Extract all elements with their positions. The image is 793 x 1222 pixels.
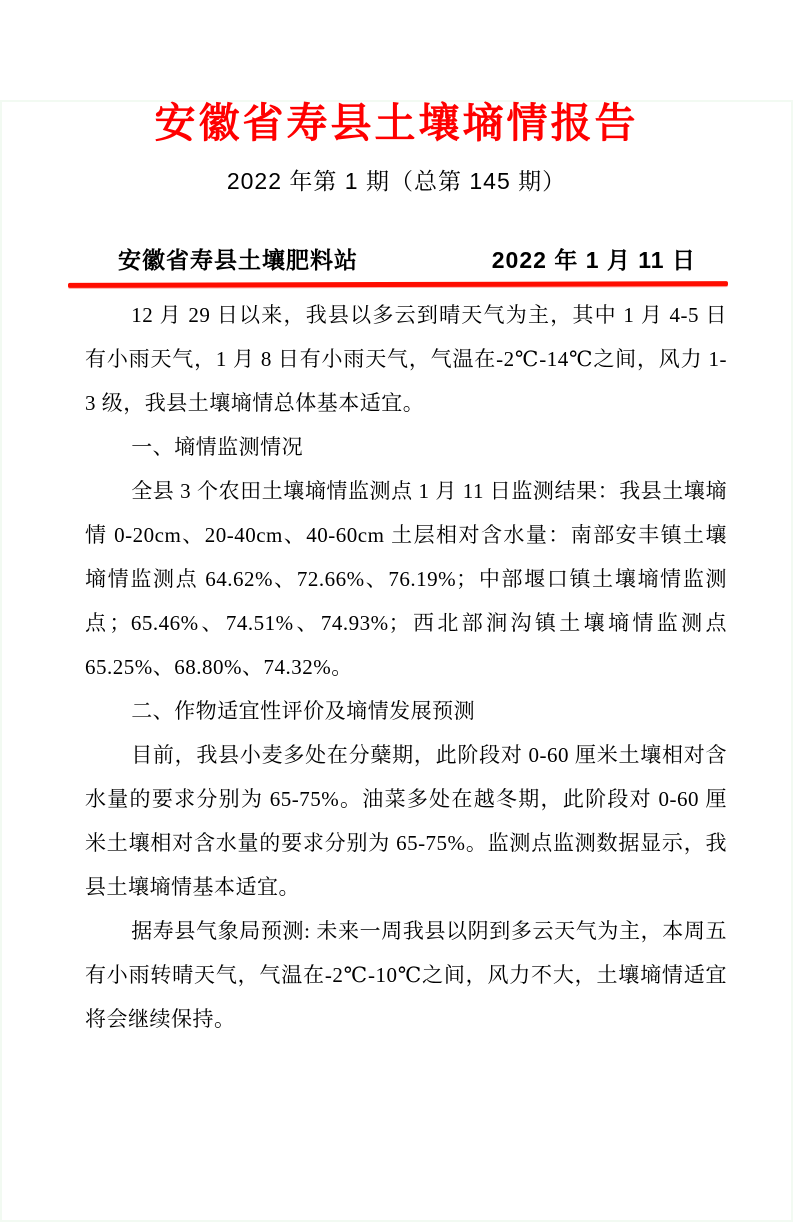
report-date: 2022 年 1 月 11 日: [491, 247, 696, 274]
red-divider-rule: [68, 281, 728, 288]
paragraph-weather-summary: 12 月 29 日以来，我县以多云到晴天气为主，其中 1 月 4-5 日有小雨天气，1 月 8 日有小雨天气，气温在-2℃-14℃之间，风力 1-3 级，我县土壤墒情总体基本适宜。: [85, 303, 727, 416]
section-heading-crop-evaluation: 二、作物适宜性评价及墒情发展预测: [131, 699, 476, 724]
issue-number-line: 2022 年第 1 期（总第 145 期）: [226, 168, 567, 195]
section-heading-monitoring: 一、墒情监测情况: [131, 435, 304, 460]
issuer-name: 安徽省寿县土壤肥料站: [118, 247, 358, 274]
paragraph-crop-suitability: 目前，我县小麦多处在分蘖期，此阶段对 0-60 厘米土壤相对含水量的要求分别为 65-75%。油菜多处在越冬期，此阶段对 0-60 厘米土壤相对含水量的要求分别为 65-75%。监测点监测数据显示，我县土壤墒情基本适宜。: [85, 743, 727, 900]
masthead: [70, 242, 728, 275]
report-page: [0, 100, 793, 1222]
report-body: [85, 293, 727, 1041]
paragraph-weather-forecast: 据寿县气象局预测: 未来一周我县以阴到多云天气为主，本周五有小雨转晴天气，气温在-2℃-10℃之间，风力不大，土壤墒情适宜将会继续保持。: [85, 919, 727, 1032]
report-title: 安徽省寿县土壤墒情报告: [154, 100, 639, 146]
paragraph-monitoring-results: 全县 3 个农田土壤墒情监测点 1 月 11 日监测结果：我县土壤墒情 0-20cm、20-40cm、40-60cm 土层相对含水量：南部安丰镇土壤墒情监测点 64.62%、72.66%、76.19%；中部堰口镇土壤墒情监测点；65.46%、74.51%、74.93%；西北部涧沟镇土壤墒情监测点 65.25%、68.80%、74.32%。: [85, 479, 727, 680]
